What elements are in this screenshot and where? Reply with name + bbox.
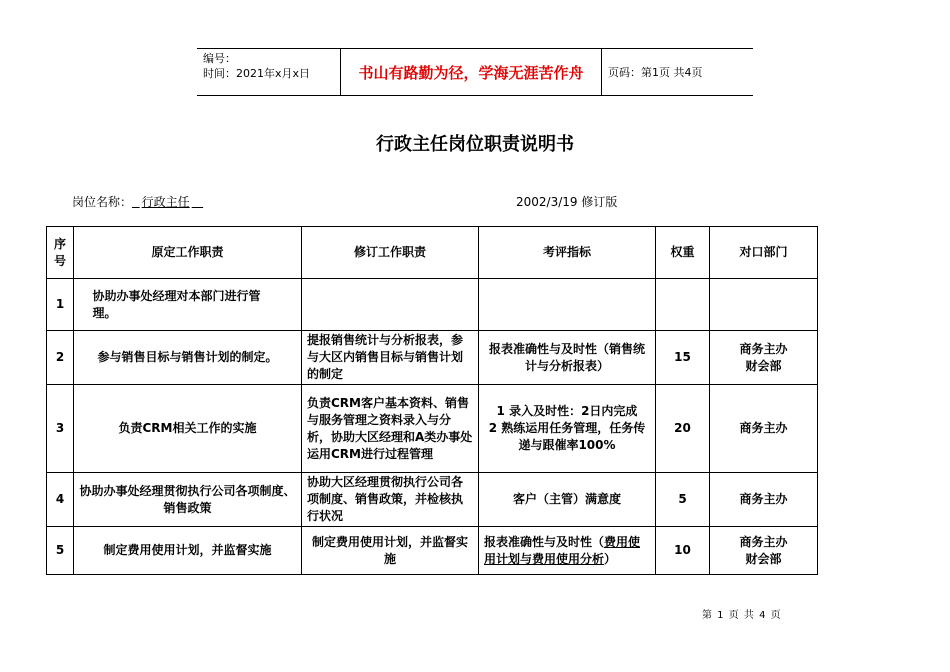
table-header-row — [47, 227, 818, 279]
position-label: 岗位名称： — [72, 195, 133, 209]
table-row — [47, 279, 818, 331]
header-page-label: 页码：第1页 共4页 — [608, 66, 703, 79]
cell-revised: 提报销售统计与分析报表，参与大区内销售目标与销售计划的制定 — [302, 331, 479, 385]
cell-no: 4 — [47, 473, 74, 527]
col-header-kpi: 考评指标 — [479, 227, 656, 279]
cell-revised: 制定费用使用计划，并监督实施 — [302, 527, 479, 575]
serial-label: 编号： — [203, 52, 236, 65]
cell-weight: 5 — [656, 473, 710, 527]
cell-dept: 商务主办 财会部 — [710, 331, 818, 385]
cell-original: 参与销售目标与销售计划的制定。 — [74, 331, 302, 385]
table-row — [47, 473, 818, 527]
cell-original: 负责CRM相关工作的实施 — [74, 385, 302, 473]
cell-no: 2 — [47, 331, 74, 385]
cell-weight — [656, 279, 710, 331]
cell-no: 3 — [47, 385, 74, 473]
table-row — [47, 385, 818, 473]
cell-kpi: 报表准确性与及时性（销售统计与分析报表） — [479, 331, 656, 385]
cell-revised: 协助大区经理贯彻执行公司各项制度、销售政策，并检核执行状况 — [302, 473, 479, 527]
cell-dept: 商务主办 — [710, 473, 818, 527]
cell-dept: 商务主办 — [710, 385, 818, 473]
col-header-original: 原定工作职责 — [74, 227, 302, 279]
table-row — [47, 527, 818, 575]
cell-original: 协助办事处经理对本部门进行管理。 — [74, 279, 302, 331]
cell-kpi: 报表准确性与及时性（费用使用计划与费用使用分析） — [479, 527, 656, 575]
cell-revised — [302, 279, 479, 331]
cell-dept — [710, 279, 818, 331]
cell-dept: 商务主办 财会部 — [710, 527, 818, 575]
date-label: 时间：2021年x月x日 — [203, 67, 311, 80]
col-header-dept: 对口部门 — [710, 227, 818, 279]
page-footer: 第 1 页 共 4 页 — [702, 610, 782, 621]
version-label: 2002/3/19 修订版 — [516, 195, 618, 209]
table-row — [47, 331, 818, 385]
kpi-underlined-text: 费用使用计划与费用使用分析 — [484, 534, 641, 566]
cell-kpi — [479, 385, 656, 473]
position-line — [72, 193, 203, 210]
position-value: 行政主任 — [141, 195, 190, 209]
document-title: 行政主任岗位职责说明书 — [376, 134, 574, 155]
cell-no: 5 — [47, 527, 74, 575]
col-header-revised: 修订工作职责 — [302, 227, 479, 279]
header-left-cell — [197, 49, 340, 95]
kpi-line: 2 熟练运用任务管理，任务传递与跟催率100% — [488, 421, 646, 452]
col-header-weight: 权重 — [656, 227, 710, 279]
cell-original: 协助办事处经理贯彻执行公司各项制度、销售政策 — [74, 473, 302, 527]
duty-table — [46, 226, 818, 575]
cell-revised: 负责CRM客户基本资料、销售与服务管理之资料录入与分析，协助大区经理和A类办事处运用CRM进行过程管理 — [302, 385, 479, 473]
kpi-line: 1 录入及时性：2日内完成 — [496, 404, 638, 418]
page-header — [197, 48, 753, 96]
cell-no: 1 — [47, 279, 74, 331]
cell-weight: 10 — [656, 527, 710, 575]
header-motto: 书山有路勤为径，学海无涯苦作舟 — [340, 49, 602, 95]
cell-kpi: 客户（主管）满意度 — [479, 473, 656, 527]
col-header-no: 序号 — [47, 227, 74, 279]
cell-kpi — [479, 279, 656, 331]
cell-weight: 20 — [656, 385, 710, 473]
cell-original: 制定费用使用计划，并监督实施 — [74, 527, 302, 575]
cell-weight: 15 — [656, 331, 710, 385]
